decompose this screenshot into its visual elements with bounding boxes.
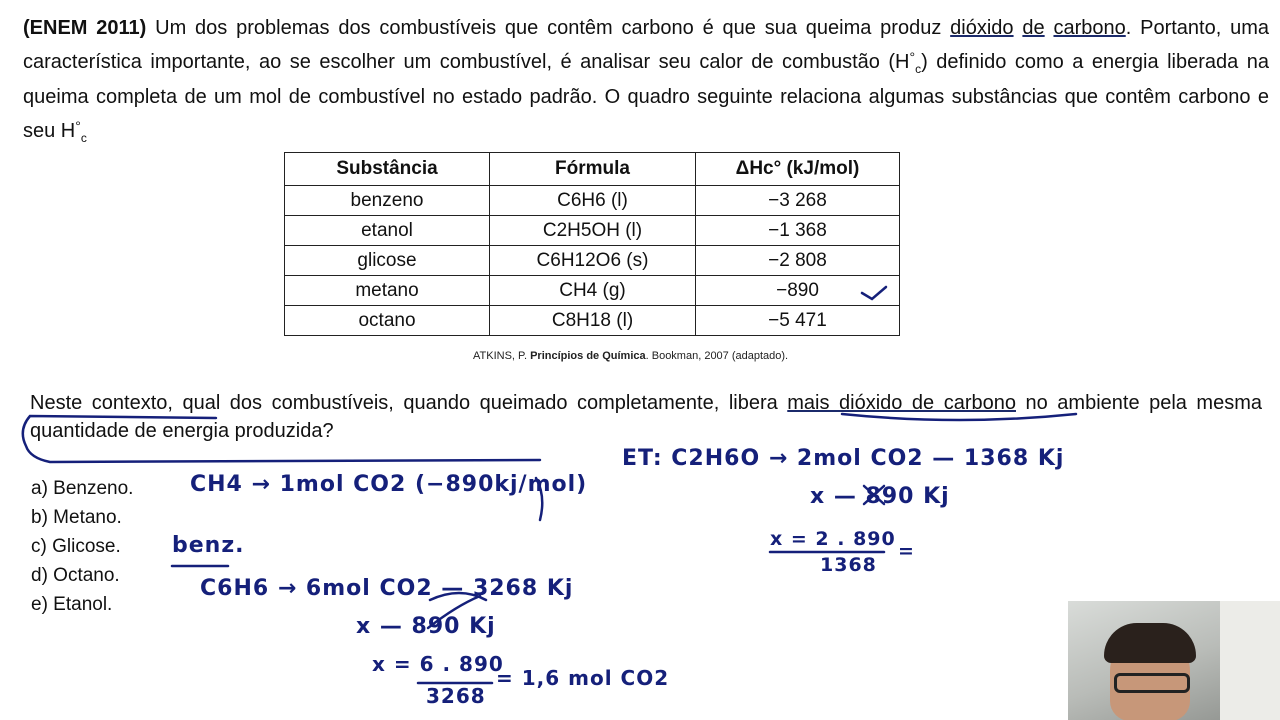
question-text [30,389,1262,445]
exam-source: (ENEM 2011) [23,17,147,39]
hw-ethanol-line: ET: C2H6O → 2mol CO2 — 1368 Kj [622,446,1065,471]
subscript-c: c [915,61,922,76]
cell-name: octano [285,306,490,336]
hw-benzene-line: C6H6 → 6mol CO2 — 3268 Kj [200,576,574,601]
webcam-overlay [1068,601,1280,720]
hw-benzene-num: x = 6 . 890 [372,652,504,676]
cell-name: etanol [285,216,490,246]
intro-paragraph [23,14,1269,152]
intro-text-dioxido: dióxido [950,17,1014,39]
degree-symbol: ° [909,48,916,65]
option-e[interactable]: e) Etanol. [31,594,113,615]
hw-benzene-x: x — 890 Kj [356,614,496,639]
hw-line-methane: CH4 → 1mol CO2 (−890kj/mol) [190,472,588,497]
hw-ethanol-den: 1368 [820,554,877,576]
hw-benz-label: benz. [172,533,245,558]
table-header-row [285,153,900,186]
question-text-a: Neste contexto, qual dos combustíveis, quando queimado completamente, libera [30,392,778,414]
header-formula: Fórmula [490,153,696,186]
table-row [285,186,900,216]
cell-formula: CH4 (g) [490,276,696,306]
cell-formula: C6H12O6 (s) [490,246,696,276]
table-row [285,306,900,336]
source-title: Princípios de Química [530,350,646,362]
option-c[interactable]: c) Glicose. [31,536,121,557]
hw-ethanol-x: x — 890 Kj [810,484,950,509]
intro-text-de: de [1022,17,1045,39]
degree-symbol-2: ° [75,117,81,134]
intro-text-a: Um dos problemas dos combustíveis que contêm carbono é que sua queima produz [155,17,942,39]
hw-ethanol-equals: = [898,540,915,562]
answer-options [31,474,133,619]
option-a[interactable]: a) Benzeno. [31,478,134,499]
header-substancia: Substância [285,153,490,186]
table-row [285,246,900,276]
option-d[interactable]: d) Octano. [31,565,120,586]
cell-name: metano [285,276,490,306]
cell-formula: C2H5OH (l) [490,216,696,246]
presenter-hair [1104,623,1196,663]
combustion-table [284,152,900,336]
table-source [473,350,788,362]
source-author: ATKINS, P. [473,350,528,362]
table-row [285,276,900,306]
cell-value: −1 368 [696,216,900,246]
cell-value: −3 268 [696,186,900,216]
header-enthalpy: ΔHc° (kJ/mol) [696,153,900,186]
hw-benzene-result: = 1,6 mol CO2 [496,666,670,690]
subscript-c-2: c [80,130,87,145]
cell-value: −890 [696,276,900,306]
cell-name: glicose [285,246,490,276]
cell-name: benzeno [285,186,490,216]
option-b[interactable]: b) Metano. [31,507,122,528]
webcam-background-door [1220,601,1280,720]
source-rest: . Bookman, 2007 (adaptado). [645,350,789,362]
question-text-c: no ambiente pela mesma quantidade de energia produzida? [30,392,1262,442]
hw-benzene-den: 3268 [426,684,486,708]
intro-text-f: ) definido como a energia liberada na queima completa de um mol de combustível no estado padrão. O quadro seguinte relaciona algumas substâncias que contêm carbono e seu H [23,50,1269,142]
cell-value: −2 808 [696,246,900,276]
question-highlight: mais dióxido de carbono [787,392,1016,414]
presenter-glasses [1114,673,1190,693]
hw-ethanol-num: x = 2 . 890 [770,528,896,550]
intro-text-carbono: carbono [1053,17,1126,39]
intro-text-e: . Portanto, uma característica importante, ao se escolher um combustível, é analisar seu calor de combustão (H [23,17,1270,73]
cell-value: −5 471 [696,306,900,336]
cell-formula: C6H6 (l) [490,186,696,216]
table-row [285,216,900,246]
cell-formula: C8H18 (l) [490,306,696,336]
